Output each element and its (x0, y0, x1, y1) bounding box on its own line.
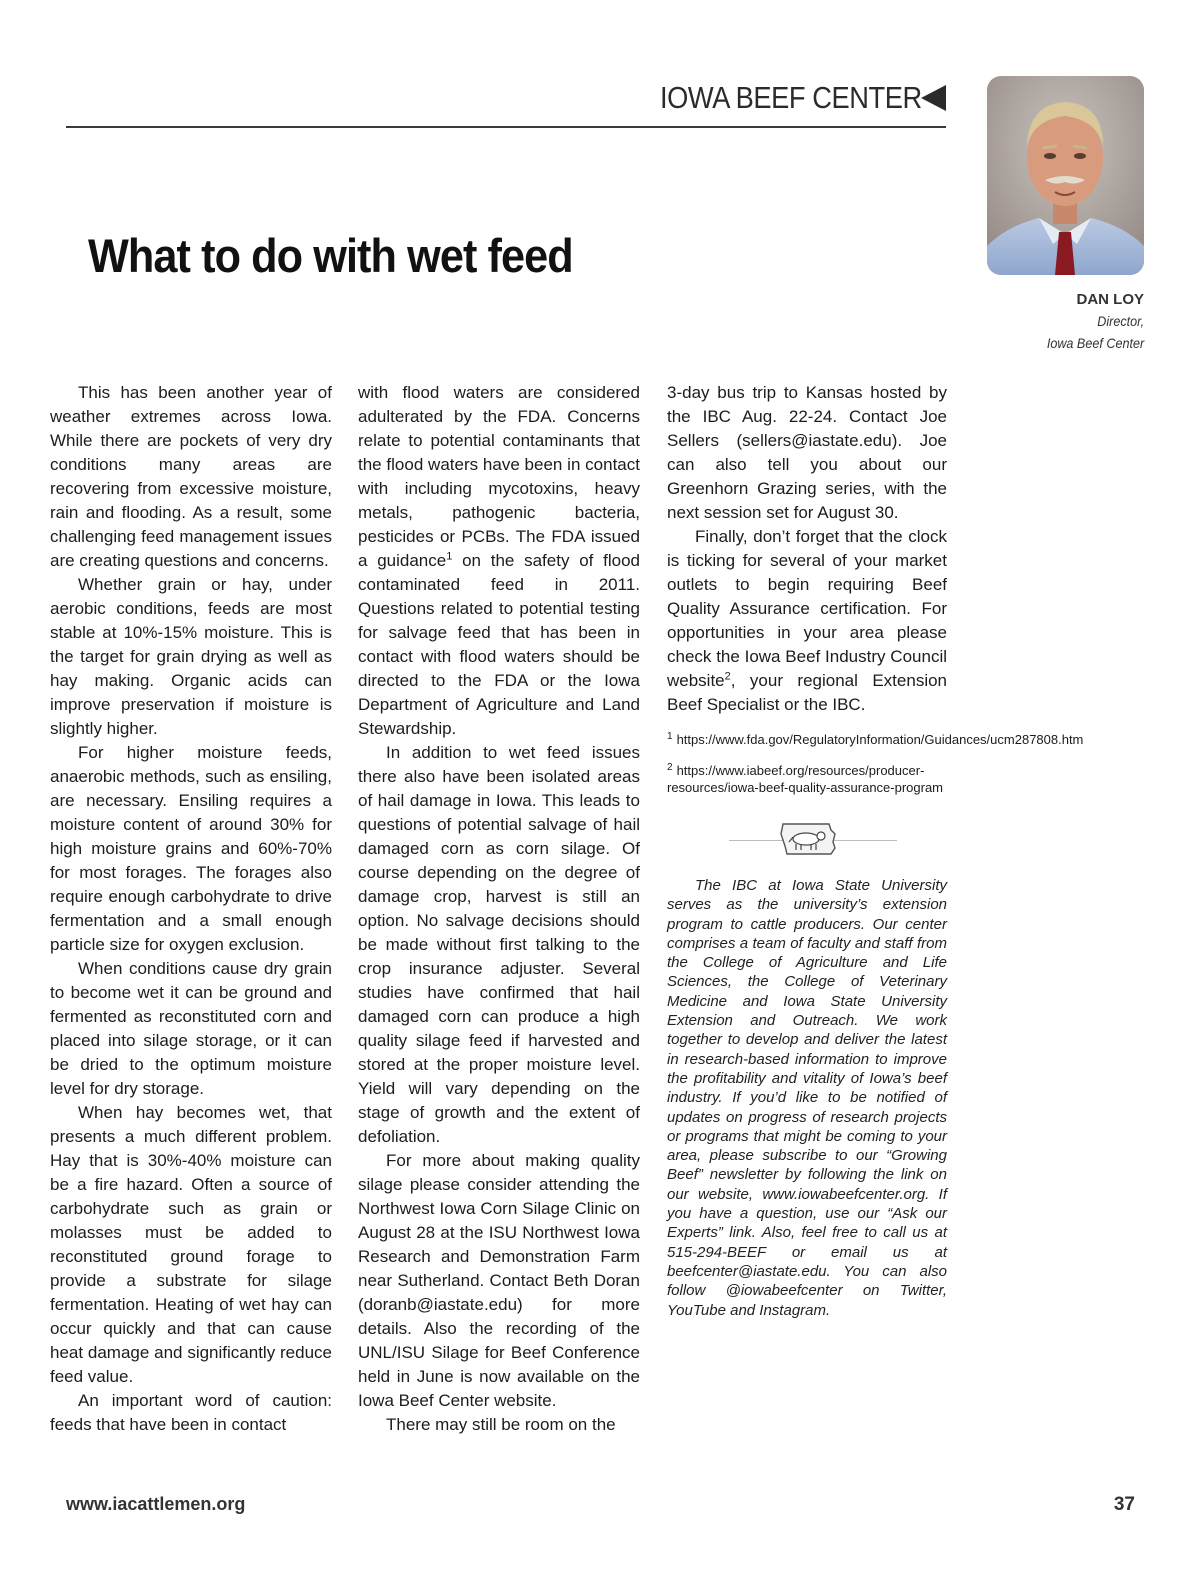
paragraph-text: , your regional Extension Beef Specialist or the IBC. (667, 671, 947, 714)
author-role: Director, (1097, 313, 1144, 329)
footnote (667, 762, 947, 796)
footnote-link[interactable]: https://www.fda.gov/RegulatoryInformation/Guidances/ucm287808.htm (676, 732, 1084, 747)
footnote-ref: 2 (724, 670, 731, 683)
paragraph-text: on the safety of flood contaminated feed in 2011. Questions related to potential testing for salvage feed that has been in contact with flood waters should be directed to the FDA or the Iowa Department of Agriculture and Land Stewardship. (358, 551, 640, 738)
header-rule (66, 126, 946, 128)
section-divider (667, 816, 947, 866)
paragraph-text: with flood waters are considered adulterated by the FDA. Concerns relate to potential contaminants that the flood waters have been in contact with including mycotoxins, heavy metals, pathogenic bacteria, pesticides or PCBs. The FDA issued a guidance (358, 383, 640, 570)
paragraph (358, 381, 640, 741)
footnote-link[interactable]: https://www.iabeef.org/resources/producer-resources/iowa-beef-quality-assurance-program (667, 763, 944, 795)
article-title: What to do with wet feed (88, 229, 573, 282)
article-column-2 (358, 381, 640, 1437)
paragraph: For higher moisture feeds, anaerobic methods, such as ensiling, are necessary. Ensiling requires a moisture content of around 30% for high moisture grains and 60%-70% for most forages. The forages also require enough carbohydrate to drive fermentation and a small enough particle size for oxygen exclusion. (50, 743, 332, 954)
paragraph: In addition to wet feed issues there also have been isolated areas of hail damage in Iowa. This leads to questions of potential salvage of hail damaged corn as corn silage. Of course depending on the degree of damage crop, harvest is still an option. No salvage decisions should be made without first talking to the crop insurance adjuster. Several studies have confirmed that hail damaged corn can produce a high quality silage feed if harvested and stored at the proper moisture level. Yield will vary depending on the stage of growth and the extent of defoliation. (358, 743, 640, 1146)
paragraph: Whether grain or hay, under aerobic conditions, feeds are most stable at 10%-15% moisture. This is the target for grain drying as well as hay making. Organic acids can improve preservation if moisture is slightly higher. (50, 575, 332, 738)
paragraph: There may still be room on the (386, 1415, 616, 1434)
footnote-number: 1 (667, 730, 673, 742)
paragraph: This has been another year of weather extremes across Iowa. While there are pockets of very dry conditions many areas are recovering from excessive moisture, rain and flooding. As a result, some challenging feed management issues are creating questions and concerns. (50, 383, 332, 570)
author-photo (987, 76, 1144, 275)
paragraph: 3-day bus trip to Kansas hosted by the IBC Aug. 22-24. Contact Joe Sellers (sellers@iastate.edu). Joe can also tell you about our Greenhorn Grazing series, with the next session set for August 30. (667, 383, 947, 522)
about-ibc-blurb: The IBC at Iowa State University serves as the university’s extension program to cattle producers. Our center comprises a team of faculty and staff from the College of Agriculture and Life Sciences, the College of Veterinary Medicine and Iowa State University Extension and Outreach. We work together to develop and deliver the latest in research-based information to improve the profitability and vitality of Iowa’s beef industry. If you’d like to be notified of updates on progress of research projects or programs that might be coming to your area, please subscribe to our “Growing Beef” newsletter by following the link on our website, www.iowabeefcenter.org. If you have a question, use our “Ask our Experts” link. Also, feel free to call us at 515-294-BEEF or email us at beefcenter@iastate.edu. You can also follow @iowabeefcenter on Twitter, YouTube and Instagram. (667, 877, 947, 1319)
paragraph: When hay becomes wet, that presents a much different problem. Hay that is 30%-40% moisture can be a fire hazard. Often a source of carbohydrate such as grain or molasses must be added to reconstituted ground forage to provide a substrate for silage fermentation. Heating of wet hay can occur quickly and that can cause heat damage and significantly reduce feed value. (50, 1103, 332, 1386)
author-org: Iowa Beef Center (1046, 335, 1144, 351)
page-number: 37 (1113, 1494, 1135, 1515)
paragraph: When conditions cause dry grain to become wet it can be ground and fermented as reconstituted corn and placed into silage storage, or it can be dried to the optimum moisture level for dry storage. (50, 959, 332, 1098)
section-header: IOWA BEEF CENTER (660, 80, 922, 115)
footnote (667, 730, 1084, 748)
iowa-cow-logo-icon (779, 818, 839, 860)
paragraph: An important word of caution: feeds that have been in contact (50, 1391, 332, 1434)
paragraph (667, 525, 947, 717)
left-triangle-icon (921, 85, 946, 111)
footnote-number: 2 (667, 761, 673, 773)
article-column-1 (50, 381, 332, 1437)
author-name: DAN LOY (1076, 291, 1144, 308)
footer-url[interactable]: www.iacattlemen.org (66, 1494, 246, 1514)
paragraph: For more about making quality silage please consider attending the Northwest Iowa Corn Silage Clinic on August 28 at the ISU Northwest Iowa Research and Demonstration Farm near Sutherland. Contact Beth Doran (doranb@iastate.edu) for more details. Also the recording of the UNL/ISU Silage for Beef Conference held in June is now available on the Iowa Beef Center website. (358, 1151, 640, 1410)
author-byline (1036, 290, 1144, 354)
article-column-3 (667, 381, 1084, 1320)
footnote-ref: 1 (446, 550, 453, 563)
paragraph-text: Finally, don’t forget that the clock is ticking for several of your market outlets to begin requiring Beef Quality Assurance certification. For opportunities in your area please check the Iowa Beef Industry Council website (667, 527, 947, 690)
